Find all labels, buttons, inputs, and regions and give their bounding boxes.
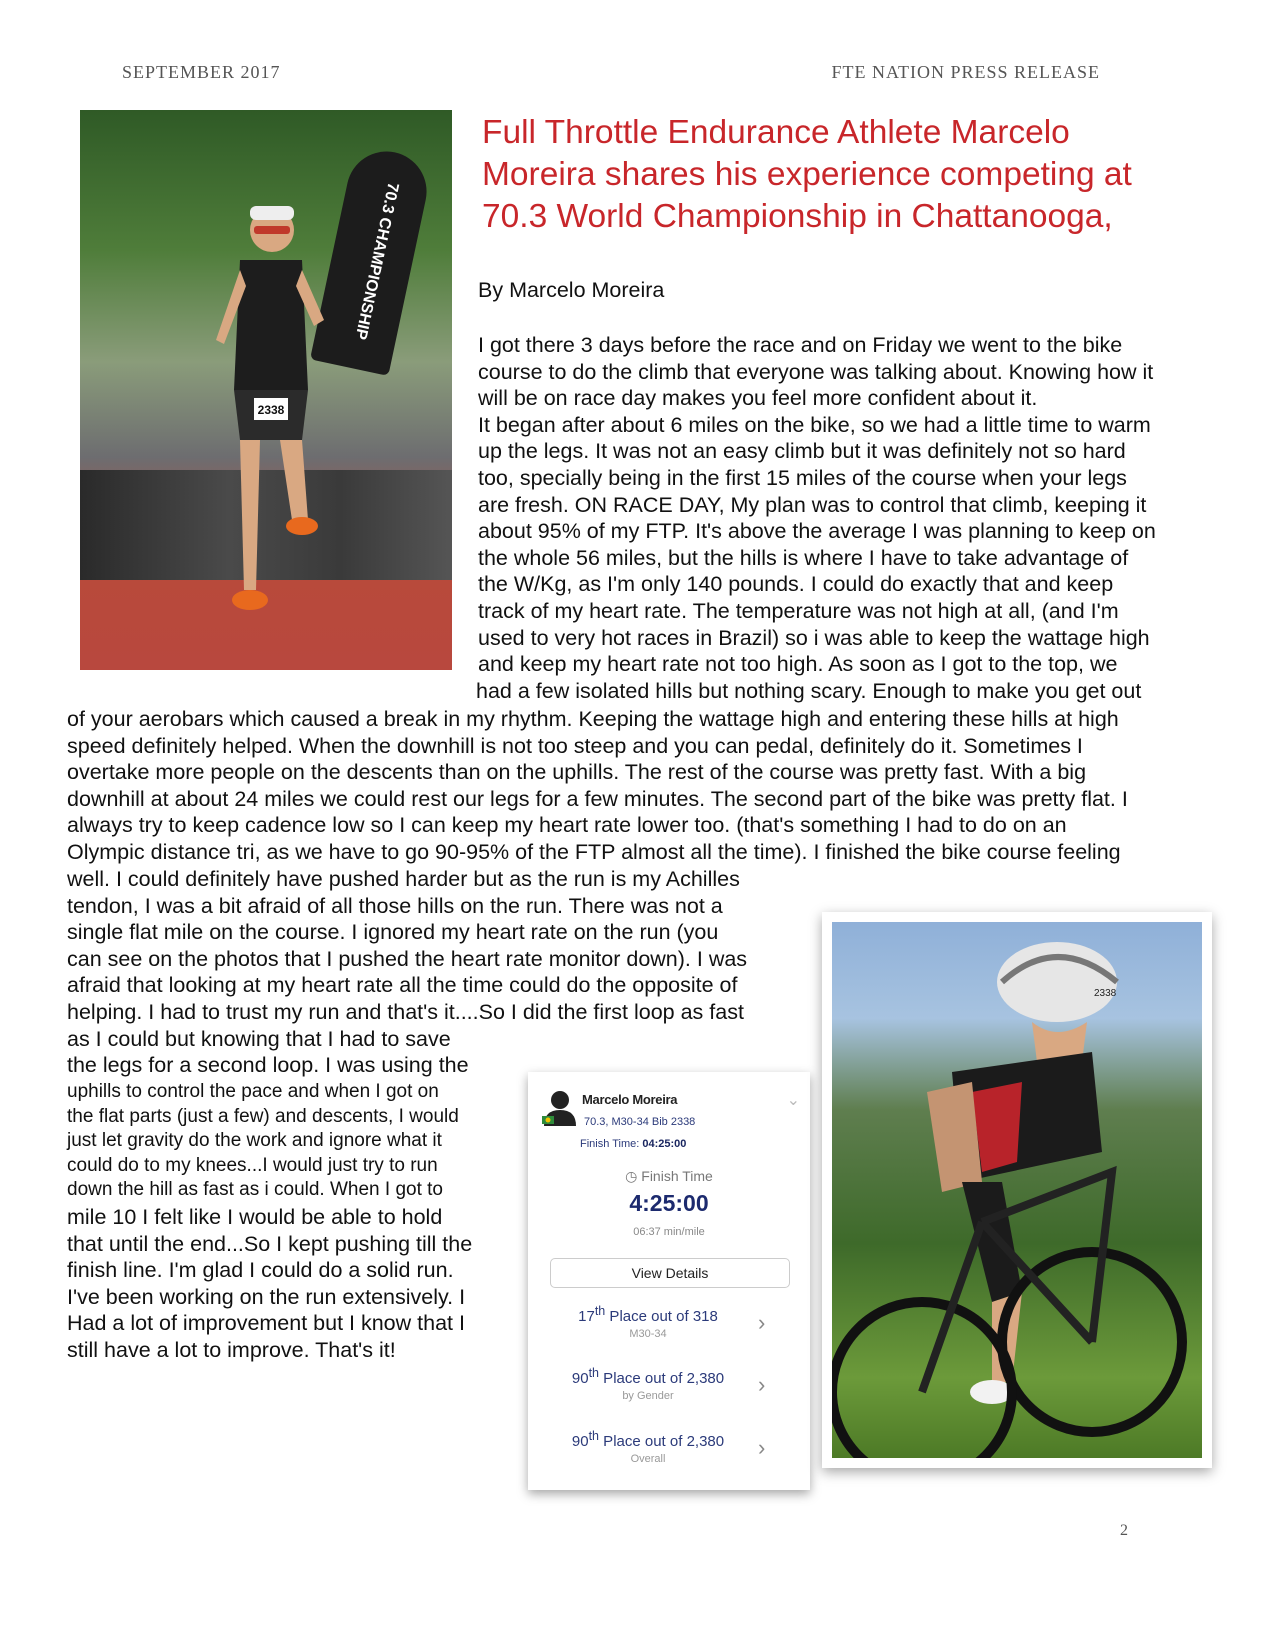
body-line: are fresh. ON RACE DAY, My plan was to control that climb, keeping it xyxy=(478,492,1147,517)
helmet-number: 2338 xyxy=(1094,988,1117,999)
body-line: helping. I had to trust my run and that's it....So I did the first loop as fast xyxy=(67,999,744,1024)
body-line: speed definitely helped. When the downhill is not too steep and you can pedal, definitely do it. Sometimes I xyxy=(67,733,1083,758)
page-number: 2 xyxy=(1120,1522,1128,1539)
body-line: just let gravity do the work and ignore what it xyxy=(67,1130,442,1151)
chevron-right-icon[interactable]: › xyxy=(758,1310,766,1335)
runner-figure xyxy=(210,190,330,630)
body-line: well. I could definitely have pushed harder but as the run is my Achilles xyxy=(67,867,740,891)
finish-time-summary xyxy=(580,1138,686,1150)
rank-row-gender[interactable] xyxy=(528,1366,810,1416)
rank-suffix: th xyxy=(594,1304,606,1318)
body-line: uphills to control the pace and when I got on xyxy=(67,1081,439,1102)
rank-place: 90 xyxy=(571,1370,589,1387)
title-line: Full Throttle Endurance Athlete Marcelo xyxy=(482,114,1070,151)
title-line: 70.3 World Championship in Chattanooga, xyxy=(482,198,1113,235)
runner-bib: 2338 xyxy=(257,403,285,417)
title-line: Moreira shares his experience competing at xyxy=(482,156,1132,193)
athlete-name: Marcelo Moreira xyxy=(582,1092,678,1107)
athlete-avatar xyxy=(540,1086,580,1126)
finish-time-big: 4:25:00 xyxy=(629,1190,709,1216)
body-line: Had a lot of improvement but I know that I xyxy=(67,1311,465,1336)
runner-photo xyxy=(80,110,452,670)
cyclist-figure xyxy=(832,922,1202,1458)
cyclist-photo xyxy=(822,912,1212,1468)
body-line: that until the end...So I kept pushing till the xyxy=(67,1231,473,1256)
body-line: always try to keep cadence low so I can keep my heart rate lower too. (that's something I had to do on an xyxy=(67,813,1067,838)
rank-suffix: th xyxy=(588,1429,600,1443)
body-paragraph-top xyxy=(478,332,1156,704)
body-line: afraid that looking at my heart rate all the time could do the opposite of xyxy=(67,973,738,998)
body-line: will be on race day makes you feel more confident about it. xyxy=(478,386,1038,411)
body-line: the whole 56 miles, but the hills is where I have to take advantage of xyxy=(478,545,1129,570)
body-line: It began after about 6 miles on the bike, so we had a little time to warm xyxy=(478,412,1151,437)
body-line: the flat parts (just a few) and descents, I would xyxy=(67,1105,459,1127)
banner-text: 70.3 CHAMPIONSHIP xyxy=(351,180,402,342)
rank-suffix: th xyxy=(588,1366,600,1380)
body-line: about 95% of my FTP. It's above the average I was planning to keep on xyxy=(478,519,1156,544)
header-date: SEPTEMBER 2017 xyxy=(122,62,281,82)
body-line: can see on the photos that I pushed the heart rate monitor down). I was xyxy=(67,946,748,971)
body-line: the legs for a second loop. I was using the xyxy=(67,1053,469,1078)
body-line: I've been working on the run extensively. I xyxy=(67,1284,466,1309)
rank-row-division[interactable] xyxy=(528,1304,810,1354)
body-line: overtake more people on the descents than on the uphills. The rest of the course was pretty fast. With a big xyxy=(67,760,1087,785)
body-line: single flat mile on the course. I ignored my heart rate on the run (you xyxy=(67,920,719,945)
body-line: tendon, I was a bit afraid of all those hills on the run. There was not a xyxy=(67,893,723,918)
body-paragraph-small xyxy=(67,1080,459,1203)
body-line: of your aerobars which caused a break in my rhythm. Keeping the wattage high and entering these hills at high xyxy=(67,707,1119,731)
clock-icon: ◷ xyxy=(625,1168,638,1184)
body-line: could do to my knees...I would just try to run xyxy=(67,1154,438,1176)
rank-text: Place out of 2,380 xyxy=(599,1370,725,1387)
body-line: mile 10 I felt like I would be able to hold xyxy=(67,1205,443,1229)
body-line: course to do the climb that everyone was talking about. Knowing how it xyxy=(478,359,1154,384)
article-title xyxy=(482,112,1202,238)
finish-time-heading xyxy=(528,1168,810,1185)
body-line: downhill at about 24 miles we could rest our legs for a few minutes. The second part of the bike was pretty flat. I xyxy=(67,786,1128,811)
body-line: and keep my heart rate not too high. As soon as I got to the top, we xyxy=(478,652,1118,677)
rank-category: by Gender xyxy=(622,1390,674,1402)
body-line: track of my heart rate. The temperature was not high at all, (and I'm xyxy=(478,598,1119,623)
body-paragraph-mid xyxy=(67,866,747,1079)
body-line: as I could but knowing that I had to save xyxy=(67,1026,451,1051)
rank-place: 90 xyxy=(571,1433,589,1450)
chevron-down-icon[interactable]: ⌄ xyxy=(786,1092,800,1109)
body-line: still have a lot to improve. That's it! xyxy=(67,1337,396,1362)
rank-category: Overall xyxy=(630,1453,666,1465)
body-line: Olympic distance tri, as we have to go 90-95% of the FTP almost all the time). I finished the bike course feeling xyxy=(67,839,1121,864)
rank-place: 17 xyxy=(578,1308,595,1325)
rank-text: Place out of 318 xyxy=(605,1308,718,1325)
rank-label xyxy=(528,1429,768,1450)
finish-time-value: 04:25:00 xyxy=(642,1138,687,1150)
athlete-division-bib: 70.3, M30-34 Bib 2338 xyxy=(584,1116,696,1128)
view-details-button[interactable]: View Details xyxy=(550,1258,790,1288)
body-line: I got there 3 days before the race and on Friday we went to the bike xyxy=(478,333,1123,357)
chevron-right-icon[interactable]: › xyxy=(758,1435,766,1460)
body-line: used to very hot races in Brazil) so i was able to keep the wattage high xyxy=(478,625,1150,650)
body-line: had a few isolated hills but nothing scary. Enough to make you get out xyxy=(476,678,1142,703)
body-line: too, specially being in the first 15 miles of the course when your legs xyxy=(478,465,1127,490)
race-result-card xyxy=(528,1072,810,1490)
body-paragraph-bottom xyxy=(67,1204,472,1364)
body-line: the W/Kg, as I'm only 140 pounds. I could do exactly that and keep xyxy=(478,572,1114,597)
chevron-right-icon[interactable]: › xyxy=(758,1372,766,1397)
body-line: finish line. I'm glad I could do a solid run. xyxy=(67,1258,454,1283)
body-line: up the legs. It was not an easy climb but it was definitely not so hard xyxy=(478,439,1126,464)
header-publication: FTE NATION PRESS RELEASE xyxy=(831,62,1100,82)
body-line: down the hill as fast as i could. When I got to xyxy=(67,1179,443,1200)
pace: 06:37 min/mile xyxy=(633,1226,705,1238)
rank-text: Place out of 2,380 xyxy=(599,1433,725,1450)
rank-row-overall[interactable] xyxy=(528,1429,810,1479)
finish-time-heading-text: Finish Time xyxy=(641,1168,713,1184)
byline: By Marcelo Moreira xyxy=(478,278,665,302)
finish-time-label: Finish Time: xyxy=(580,1138,640,1150)
rank-label xyxy=(528,1304,768,1325)
rank-category: M30-34 xyxy=(629,1328,667,1340)
rank-label xyxy=(528,1366,768,1387)
body-paragraph-wide xyxy=(67,706,1128,866)
